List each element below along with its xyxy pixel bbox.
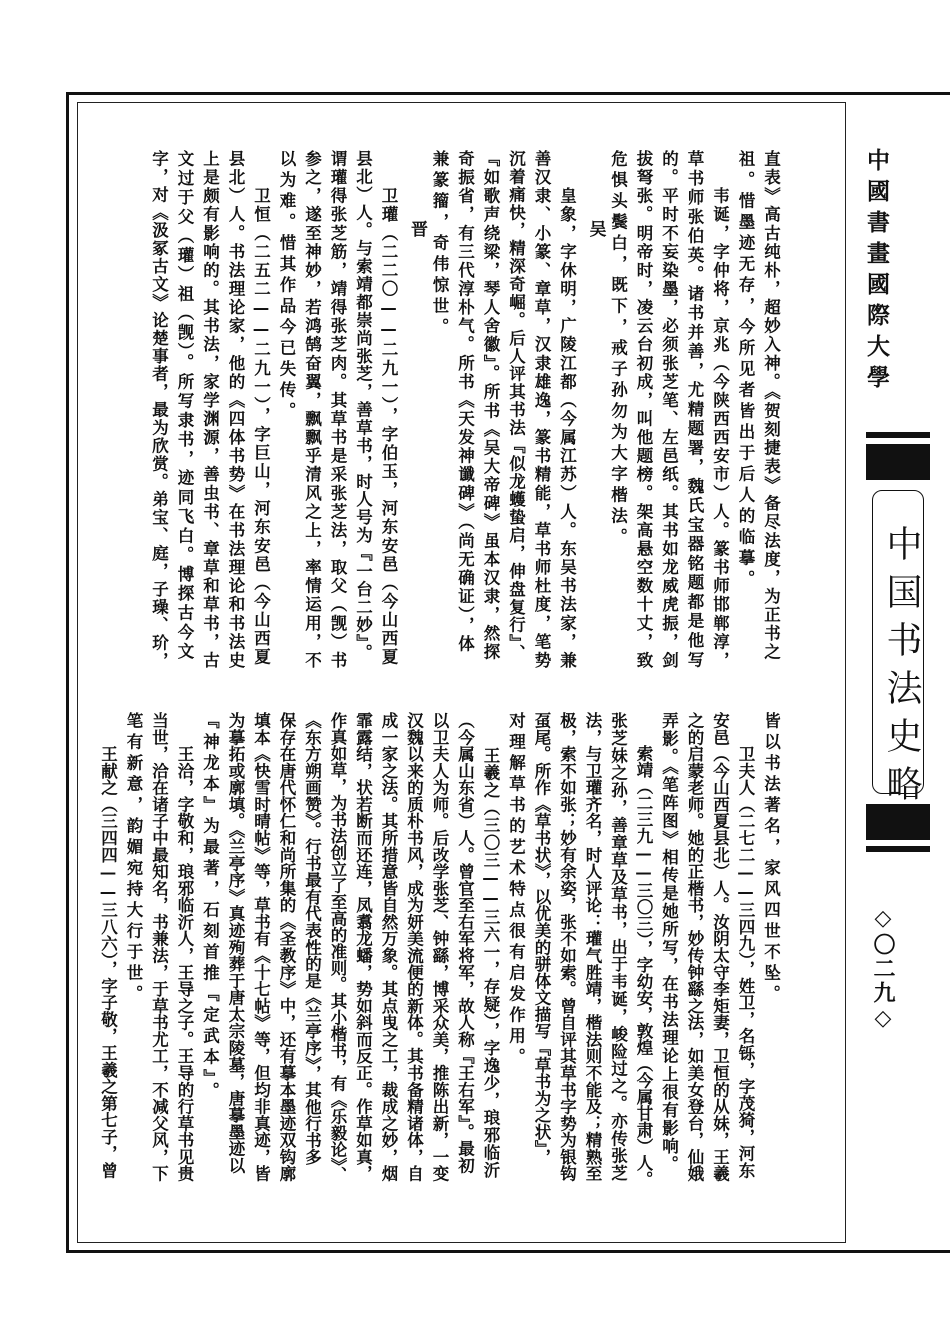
text-column: 兼篆籀，奇伟惊世。 — [430, 150, 449, 339]
frame-rule-bottom — [77, 1242, 845, 1243]
section-heading: 晋 — [407, 220, 427, 237]
text-column: 草书师张伯英。诸书并善，尤精题署，魏氏宝器铭题都是他写 — [685, 150, 704, 670]
text-column: （今属山东省）人。曾官至右军将军，故人称『王右军』。最初 — [455, 712, 475, 1174]
text-column: 直表》高古纯朴，超妙入神。《贺刻捷表》备尽法度，为正书之 — [761, 150, 781, 662]
text-column: 『如歌声绕梁，琴人舍徽』。所书《吴大帝碑》虽本汉隶，然探 — [481, 150, 500, 662]
page-number: ◇〇二九◇ — [870, 905, 896, 1033]
margin-divider — [845, 102, 846, 1243]
text-column: 卫恒（二五二——二九一），字巨山，河东安邑（今山西夏 — [251, 150, 271, 667]
text-column: 以卫夫人为师。后改学张芝、钟繇，博采众美，推陈出新，一变 — [430, 712, 449, 1182]
text-column: 霏露结，状若断而还连，凤翥龙蟠，势如斜而反正。作草如真， — [353, 712, 373, 1182]
text-column: 谓瓘得张芝筋，靖得张芝肉。其草书是采张芝法，取父（觊）书 — [328, 150, 347, 670]
text-column: 虿尾。所作《草书状》，以优美的骈体文描写『草书为之状』， — [532, 712, 551, 1166]
text-column: 安邑（今山西夏县北）人。汝阴太守李矩妻，卫恒的从妹，王羲 — [710, 712, 730, 1182]
text-column: 危惧头鬓白，既下，戒子孙勿为大字楷法。 — [608, 150, 628, 549]
text-column: 当世，洽在诸子中最知名，书兼法，于草书尤工，不减父风，下 — [149, 712, 169, 1182]
text-column: 上是颇有影响的。其书法，家学渊源，善虫书、章草和草书，古 — [200, 150, 220, 670]
text-column: 县北）人。与索靖都崇尚张芝，善草书，时人号为『一台二妙』。 — [353, 150, 373, 662]
title-bar-bottom — [866, 846, 930, 852]
text-column: 王献之（三四四——三八六），字子敬，王羲之第七子，曾 — [98, 712, 118, 1179]
text-column: 沉着痛快，精深奇崛。后人评其书法『似龙蠖蛰启，伸盘复行』、 — [506, 150, 526, 662]
text-column: 弄影。《笔阵图》相传是她所写，在书法理论上很有影响。 — [659, 712, 679, 1174]
text-column: 祖。惜墨迹无存，今所见者皆出于后人的临摹。 — [736, 150, 755, 591]
text-column: 极，索不如张；妙有余姿，张不如索。曾自评其草书字势为银钩 — [557, 712, 577, 1182]
text-column: 『神龙本』为最著，石刻首推『定武本』。 — [200, 712, 220, 1103]
text-column: 字，对《汲冢古文》论楚事者，最为欣赏。弟宝、庭，子璪、玠， — [149, 150, 169, 670]
frame-rule-left — [77, 102, 78, 1243]
text-column: 卫瓘（二二〇——二九一），字伯玉，河东安邑（今山西夏 — [379, 150, 398, 667]
text-column: 笔有新意，韵媚宛持大行于世。 — [124, 712, 143, 1006]
text-column: 保存在唐代怀仁和尚所集的《圣教序》中，还有摹本墨迹双钩廓 — [277, 712, 296, 1182]
university-name: 中國書畫國際大學 — [863, 148, 890, 396]
book-title: 中国书法史略 — [881, 525, 922, 813]
text-column: 《东方朔画赞》。行书最有代表性的是《兰亭序》，其他行书多 — [302, 712, 322, 1166]
text-column: 的。平时不妄染墨，必须张芝笔、左邑纸。其书如龙威虎振，剑 — [659, 150, 679, 670]
text-column: 卫夫人（二七二——三四九），姓卫，名铄，字茂猗，河东 — [736, 712, 755, 1179]
text-column: 汉魏以来的质朴书风，成为妍美流便的新体。其书备精诸体，自 — [404, 712, 424, 1182]
text-column: 对理解草书的艺术特点很有启发作用。 — [506, 712, 526, 1069]
text-column: 县北）人。书法理论家，他的《四体书势》在书法理论和书法史 — [226, 150, 245, 670]
frame-rule-top — [77, 102, 845, 103]
text-column: 成一家之法。其所措意皆自然万象。其点曳之工，裁成之妙，烟 — [379, 712, 398, 1182]
text-column: 为摹拓或廓填。《兰亭序》真迹殉葬于唐太宗陵墓，唐摹墨迹以 — [226, 712, 245, 1174]
section-heading: 吴 — [585, 220, 606, 237]
text-column: 填本《快雪时晴帖》等，草书有《十七帖》等，但均非真迹，皆 — [251, 712, 271, 1182]
text-column: 王羲之（三〇三——三六一，存疑），字逸少，琅邪临沂 — [481, 712, 500, 1179]
text-column: 韦诞，字仲将，京兆（今陕西西安市）人。篆书师邯郸淳， — [710, 150, 730, 670]
title-bar-top — [866, 432, 930, 438]
text-column: 拔弩张。明帝时，凌云台初成，叫他题榜。架高悬空数十丈，致 — [634, 150, 653, 670]
text-column: 以为难。惜其作品今已失传。 — [277, 150, 296, 423]
text-column: 法，与卫瓘齐名，时人评论：瓘气胜靖，楷法则不能及；精熟至 — [583, 712, 602, 1182]
text-column: 王洽，字敬和，琅邪临沂人，王导之子。王导的行草书见贵 — [175, 712, 194, 1182]
text-column: 作真如草，为书法创立了至高的准则。其小楷书，有《乐毅论》、 — [328, 712, 347, 1183]
text-column: 善汉隶、小篆、章草，汉隶雄逸，篆书精能，草书师杜度，笔势 — [532, 150, 551, 670]
text-column: 索靖（二三九——三〇三），字幼安，敦煌（今属甘肃）人。 — [634, 712, 653, 1188]
title-cap-top — [866, 444, 930, 480]
text-column: 皆以书法著名，家风四世不坠。 — [761, 712, 781, 1006]
text-column: 奇振省，有三代淳朴气。所书《天发神谶碑》（尚无确证），体 — [455, 150, 475, 654]
text-column: 参之，遂至神妙，若鸿鹄奋翼，飘飘乎清风之上，率情运用，不 — [302, 150, 322, 670]
text-column: 文过于父（瓘）祖（觊）。所写隶书，迹同飞白。博探古今文 — [175, 150, 194, 662]
text-column: 之的启蒙老师。她的正楷书，妙传钟繇之法，如美女登台，仙娥 — [685, 712, 704, 1182]
text-column: 皇象，字休明，广陵江都（今属江苏）人。东吴书法家，兼 — [557, 150, 577, 670]
text-column: 张芝妹之孙，善章草及草书，出于韦诞，峻险过之。亦传张芝 — [608, 712, 628, 1182]
